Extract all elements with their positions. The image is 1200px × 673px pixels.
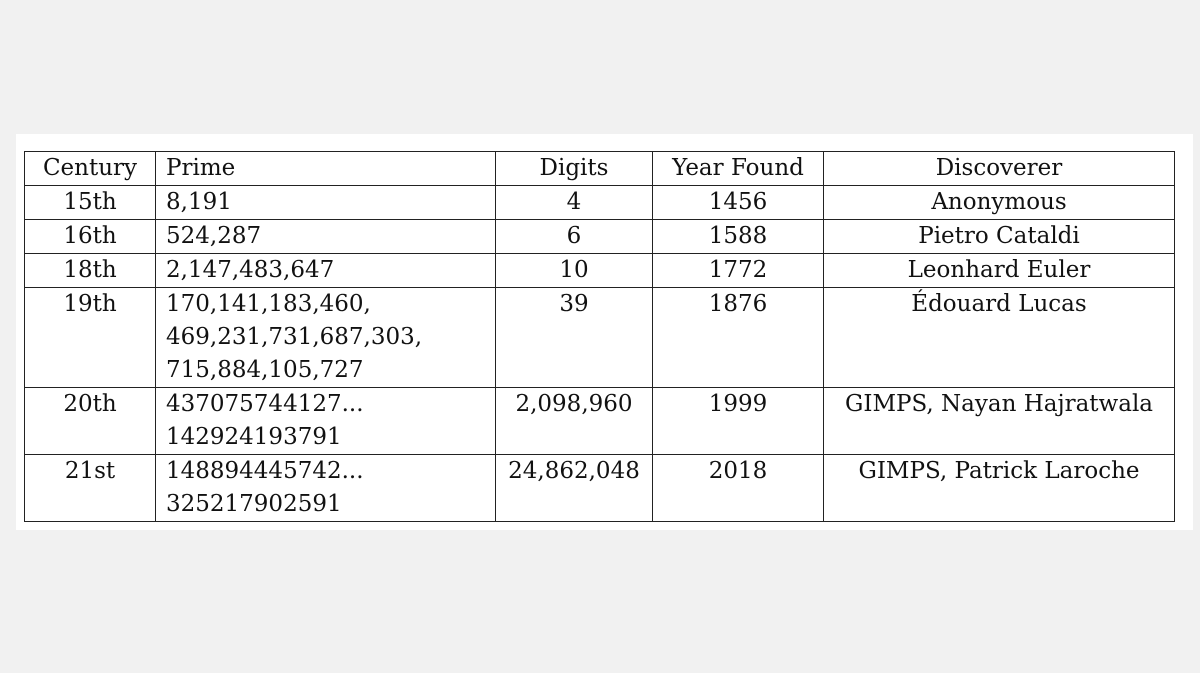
header-discoverer: Discoverer xyxy=(824,152,1175,186)
header-digits: Digits xyxy=(496,152,653,186)
cell-prime xyxy=(156,220,496,254)
cell-prime xyxy=(156,455,496,522)
prime-line: 524,287 xyxy=(166,223,262,249)
cell-century: 19th xyxy=(25,288,156,388)
cell-century: 15th xyxy=(25,186,156,220)
cell-digits: 6 xyxy=(496,220,653,254)
cell-digits: 10 xyxy=(496,254,653,288)
cell-discoverer: Édouard Lucas xyxy=(824,288,1175,388)
prime-line: 148894445742... xyxy=(166,458,364,484)
cell-century: 20th xyxy=(25,388,156,455)
cell-year: 1999 xyxy=(653,388,824,455)
table-row xyxy=(25,288,1175,388)
prime-line: 325217902591 xyxy=(166,491,342,517)
table-row xyxy=(25,220,1175,254)
cell-century: 18th xyxy=(25,254,156,288)
prime-line: 437075744127... xyxy=(166,391,364,417)
cell-century: 21st xyxy=(25,455,156,522)
cell-prime xyxy=(156,254,496,288)
table-row xyxy=(25,388,1175,455)
cell-year: 1456 xyxy=(653,186,824,220)
table-row xyxy=(25,455,1175,522)
cell-discoverer: GIMPS, Nayan Hajratwala xyxy=(824,388,1175,455)
cell-digits: 4 xyxy=(496,186,653,220)
cell-year: 1588 xyxy=(653,220,824,254)
cell-digits: 24,862,048 xyxy=(496,455,653,522)
prime-line: 469,231,731,687,303, xyxy=(166,324,423,350)
header-prime: Prime xyxy=(156,152,496,186)
cell-prime xyxy=(156,288,496,388)
mersenne-primes-table xyxy=(24,151,1175,522)
cell-year: 1876 xyxy=(653,288,824,388)
cell-prime xyxy=(156,388,496,455)
prime-line: 142924193791 xyxy=(166,424,342,450)
cell-discoverer: Pietro Cataldi xyxy=(824,220,1175,254)
prime-line: 715,884,105,727 xyxy=(166,357,364,383)
cell-discoverer: Leonhard Euler xyxy=(824,254,1175,288)
cell-discoverer: GIMPS, Patrick Laroche xyxy=(824,455,1175,522)
cell-century: 16th xyxy=(25,220,156,254)
cell-digits: 39 xyxy=(496,288,653,388)
header-year-found: Year Found xyxy=(653,152,824,186)
cell-year: 2018 xyxy=(653,455,824,522)
document-page xyxy=(16,134,1193,530)
cell-digits: 2,098,960 xyxy=(496,388,653,455)
header-century: Century xyxy=(25,152,156,186)
table-row xyxy=(25,254,1175,288)
cell-discoverer: Anonymous xyxy=(824,186,1175,220)
table-row xyxy=(25,186,1175,220)
prime-line: 8,191 xyxy=(166,189,232,215)
cell-year: 1772 xyxy=(653,254,824,288)
header-row xyxy=(25,152,1175,186)
prime-line: 2,147,483,647 xyxy=(166,257,335,283)
cell-prime xyxy=(156,186,496,220)
prime-line: 170,141,183,460, xyxy=(166,291,371,317)
